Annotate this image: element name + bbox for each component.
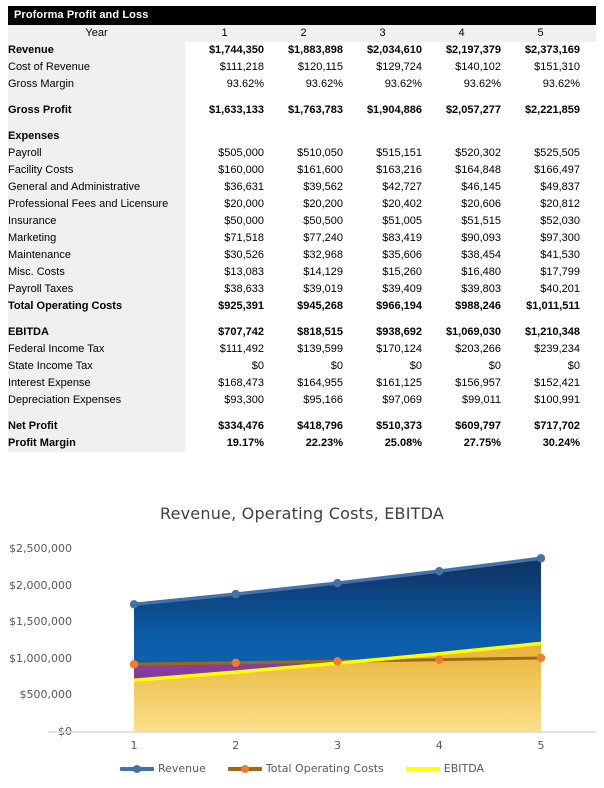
row-label: State Income Tax	[8, 358, 185, 375]
row-value-cell: $15,260	[343, 264, 422, 281]
row-value-cell: $39,562	[264, 179, 343, 196]
row-value-cell: 93.62%	[343, 76, 422, 93]
row-label: Total Operating Costs	[8, 298, 185, 315]
table-row	[8, 298, 596, 315]
row-label: Net Profit	[8, 418, 185, 435]
row-label: Payroll Taxes	[8, 281, 185, 298]
profit-and-loss-table	[8, 25, 596, 452]
y-axis-tick-label: $2,000,000	[9, 578, 72, 592]
row-value-cell: $13,083	[185, 264, 264, 281]
row-label: Profit Margin	[8, 435, 185, 452]
row-value-cell: $14,129	[264, 264, 343, 281]
table-row	[8, 162, 596, 179]
table-row	[8, 392, 596, 409]
row-value-cell: $35,606	[343, 247, 422, 264]
row-value-cell: $925,391	[185, 298, 264, 315]
row-value-cell: $418,796	[264, 418, 343, 435]
row-value-cell: $1,069,030	[422, 324, 501, 341]
row-value-cell: $111,492	[185, 341, 264, 358]
row-value-cell: $39,409	[343, 281, 422, 298]
x-axis-tick-label: 2	[232, 739, 240, 752]
row-value-cell: $93,300	[185, 392, 264, 409]
total-operating-costs-marker	[130, 660, 138, 668]
x-axis-tick-label: 1	[130, 739, 138, 752]
y-axis-tick-label: $2,500,000	[9, 542, 72, 555]
row-value-cell: 25.08%	[343, 435, 422, 452]
row-value-cell: $1,763,783	[264, 102, 343, 119]
row-value-cell: 19.17%	[185, 435, 264, 452]
table-spacer-row	[8, 93, 596, 102]
revenue-marker	[232, 590, 240, 598]
row-value-cell: $39,803	[422, 281, 501, 298]
row-value-cell: $156,957	[422, 375, 501, 392]
table-row	[8, 435, 596, 452]
row-value-cell: $120,115	[264, 59, 343, 76]
row-value-cell: $203,266	[422, 341, 501, 358]
row-label: Revenue	[8, 42, 185, 59]
table-row	[8, 42, 596, 59]
row-value-cell: $16,480	[422, 264, 501, 281]
row-value-cell: $49,837	[501, 179, 580, 196]
row-value-cell: $966,194	[343, 298, 422, 315]
row-value-cell: $151,310	[501, 59, 580, 76]
y-axis-tick-label: $1,000,000	[9, 651, 72, 665]
table-row	[8, 213, 596, 230]
table-row	[8, 179, 596, 196]
row-value-cell	[422, 128, 501, 145]
chart-legend	[0, 762, 604, 775]
table-row	[8, 128, 596, 145]
row-value-cell: 27.75%	[422, 435, 501, 452]
y-axis-tick-label: $500,000	[19, 688, 72, 702]
row-value-cell: $99,011	[422, 392, 501, 409]
row-value-cell: $41,530	[501, 247, 580, 264]
table-pad-cell	[580, 25, 596, 42]
row-value-cell: $1,904,886	[343, 102, 422, 119]
y-axis-tick-label: $1,500,000	[9, 615, 72, 629]
row-value-cell: $42,727	[343, 179, 422, 196]
row-value-cell: $0	[185, 358, 264, 375]
legend-label: EBITDA	[443, 762, 485, 775]
row-value-cell: $717,702	[501, 418, 580, 435]
row-value-cell: $707,742	[185, 324, 264, 341]
table-row	[8, 358, 596, 375]
row-label: Professional Fees and Licensure	[8, 196, 185, 213]
row-value-cell	[343, 128, 422, 145]
section-title: Proforma Profit and Loss	[8, 6, 596, 25]
row-label: EBITDA	[8, 324, 185, 341]
row-label: Maintenance	[8, 247, 185, 264]
row-value-cell: $515,151	[343, 145, 422, 162]
row-value-cell	[501, 128, 580, 145]
row-label: Gross Margin	[8, 76, 185, 93]
row-value-cell	[185, 128, 264, 145]
row-value-cell: $1,633,133	[185, 102, 264, 119]
row-label: Insurance	[8, 213, 185, 230]
row-value-cell: $164,955	[264, 375, 343, 392]
row-value-cell: $160,000	[185, 162, 264, 179]
row-value-cell: 93.62%	[185, 76, 264, 93]
table-row	[8, 264, 596, 281]
table-spacer-row	[8, 315, 596, 324]
row-value-cell: $100,991	[501, 392, 580, 409]
revenue-marker	[435, 567, 443, 575]
table-row	[8, 145, 596, 162]
table-row	[8, 196, 596, 213]
row-value-cell: $46,145	[422, 179, 501, 196]
row-value-cell: $510,373	[343, 418, 422, 435]
row-value-cell: $51,005	[343, 213, 422, 230]
table-row	[8, 418, 596, 435]
row-value-cell: $39,019	[264, 281, 343, 298]
year-column-header: 3	[343, 25, 422, 42]
row-label: Cost of Revenue	[8, 59, 185, 76]
row-value-cell: $1,210,348	[501, 324, 580, 341]
row-label: Interest Expense	[8, 375, 185, 392]
row-value-cell: $945,268	[264, 298, 343, 315]
row-label: Facility Costs	[8, 162, 185, 179]
row-value-cell: $818,515	[264, 324, 343, 341]
y-axis-tick-label: $0	[58, 725, 72, 738]
revenue-marker	[333, 579, 341, 587]
table-row	[8, 230, 596, 247]
total-operating-costs-marker	[232, 659, 240, 667]
row-label: Depreciation Expenses	[8, 392, 185, 409]
row-value-cell: $1,744,350	[185, 42, 264, 59]
row-value-cell: $988,246	[422, 298, 501, 315]
row-value-cell: $139,599	[264, 341, 343, 358]
row-value-cell: $40,201	[501, 281, 580, 298]
row-value-cell: $51,515	[422, 213, 501, 230]
row-value-cell: $1,883,898	[264, 42, 343, 59]
row-label: Gross Profit	[8, 102, 185, 119]
row-value-cell: $32,968	[264, 247, 343, 264]
profit-and-loss-section	[8, 6, 596, 452]
x-axis-tick-label: 3	[334, 739, 341, 752]
row-value-cell: $52,030	[501, 213, 580, 230]
table-header-row	[8, 25, 596, 42]
row-value-cell: $2,373,169	[501, 42, 580, 59]
row-value-cell: $161,600	[264, 162, 343, 179]
legend-swatch-icon	[406, 764, 440, 774]
total-operating-costs-marker	[435, 655, 443, 663]
row-value-cell: $0	[264, 358, 343, 375]
row-value-cell: $0	[501, 358, 580, 375]
table-spacer-row	[8, 119, 596, 128]
total-operating-costs-marker	[537, 654, 545, 662]
row-value-cell: $71,518	[185, 230, 264, 247]
year-column-header: 5	[501, 25, 580, 42]
x-axis-tick-label: 4	[435, 739, 443, 752]
year-header-label: Year	[8, 25, 185, 42]
legend-swatch-icon	[120, 764, 154, 774]
row-value-cell: $83,419	[343, 230, 422, 247]
row-label: Federal Income Tax	[8, 341, 185, 358]
chart-plot-area	[0, 496, 604, 788]
row-value-cell: $520,302	[422, 145, 501, 162]
row-value-cell: $505,000	[185, 145, 264, 162]
row-value-cell: $20,402	[343, 196, 422, 213]
row-value-cell: 22.23%	[264, 435, 343, 452]
row-label: Marketing	[8, 230, 185, 247]
legend-item[interactable]	[120, 762, 206, 775]
row-value-cell: $0	[422, 358, 501, 375]
row-value-cell: $334,476	[185, 418, 264, 435]
row-value-cell	[264, 128, 343, 145]
row-value-cell: $152,421	[501, 375, 580, 392]
table-row	[8, 281, 596, 298]
row-value-cell: $36,631	[185, 179, 264, 196]
table-row	[8, 341, 596, 358]
row-value-cell: $0	[343, 358, 422, 375]
row-value-cell: $50,500	[264, 213, 343, 230]
row-value-cell: $170,124	[343, 341, 422, 358]
revenue-marker	[130, 600, 138, 608]
year-column-header: 1	[185, 25, 264, 42]
row-value-cell: $111,218	[185, 59, 264, 76]
table-row	[8, 324, 596, 341]
row-value-cell: $609,797	[422, 418, 501, 435]
row-value-cell: 93.62%	[422, 76, 501, 93]
x-axis-tick-label: 5	[537, 739, 545, 752]
row-value-cell: $129,724	[343, 59, 422, 76]
row-label: General and Administrative	[8, 179, 185, 196]
row-value-cell: 30.24%	[501, 435, 580, 452]
row-value-cell: $17,799	[501, 264, 580, 281]
revenue-costs-ebitda-chart	[0, 496, 604, 788]
row-value-cell: $38,454	[422, 247, 501, 264]
row-value-cell: $2,197,379	[422, 42, 501, 59]
table-row	[8, 375, 596, 392]
legend-label: Total Operating Costs	[265, 762, 384, 775]
row-value-cell: $525,505	[501, 145, 580, 162]
row-value-cell: $97,300	[501, 230, 580, 247]
row-value-cell: $510,050	[264, 145, 343, 162]
legend-item[interactable]	[228, 762, 384, 775]
row-value-cell: $20,000	[185, 196, 264, 213]
table-row	[8, 76, 596, 93]
revenue-marker	[537, 554, 545, 562]
row-label: Expenses	[8, 128, 185, 145]
legend-swatch-icon	[228, 764, 262, 774]
table-row	[8, 247, 596, 264]
row-value-cell: $168,473	[185, 375, 264, 392]
row-value-cell: $239,234	[501, 341, 580, 358]
row-value-cell: 93.62%	[264, 76, 343, 93]
table-spacer-row	[8, 409, 596, 418]
row-value-cell: $97,069	[343, 392, 422, 409]
row-value-cell: $140,102	[422, 59, 501, 76]
row-value-cell: 93.62%	[501, 76, 580, 93]
row-value-cell: $20,200	[264, 196, 343, 213]
row-label: Payroll	[8, 145, 185, 162]
row-value-cell: $90,093	[422, 230, 501, 247]
year-column-header: 2	[264, 25, 343, 42]
table-row	[8, 102, 596, 119]
legend-item[interactable]	[406, 762, 484, 775]
row-value-cell: $77,240	[264, 230, 343, 247]
row-value-cell: $95,166	[264, 392, 343, 409]
row-value-cell: $2,057,277	[422, 102, 501, 119]
row-value-cell: $163,216	[343, 162, 422, 179]
row-label: Misc. Costs	[8, 264, 185, 281]
row-value-cell: $2,034,610	[343, 42, 422, 59]
row-value-cell: $2,221,859	[501, 102, 580, 119]
row-value-cell: $30,526	[185, 247, 264, 264]
row-value-cell: $50,000	[185, 213, 264, 230]
row-value-cell: $938,692	[343, 324, 422, 341]
row-value-cell: $20,812	[501, 196, 580, 213]
row-value-cell: $161,125	[343, 375, 422, 392]
row-value-cell: $38,633	[185, 281, 264, 298]
row-value-cell: $20,606	[422, 196, 501, 213]
chart-title: Revenue, Operating Costs, EBITDA	[160, 504, 444, 523]
row-value-cell: $164,848	[422, 162, 501, 179]
total-operating-costs-marker	[333, 657, 341, 665]
table-row	[8, 59, 596, 76]
year-column-header: 4	[422, 25, 501, 42]
legend-label: Revenue	[157, 762, 206, 775]
row-value-cell: $166,497	[501, 162, 580, 179]
row-value-cell: $1,011,511	[501, 298, 580, 315]
